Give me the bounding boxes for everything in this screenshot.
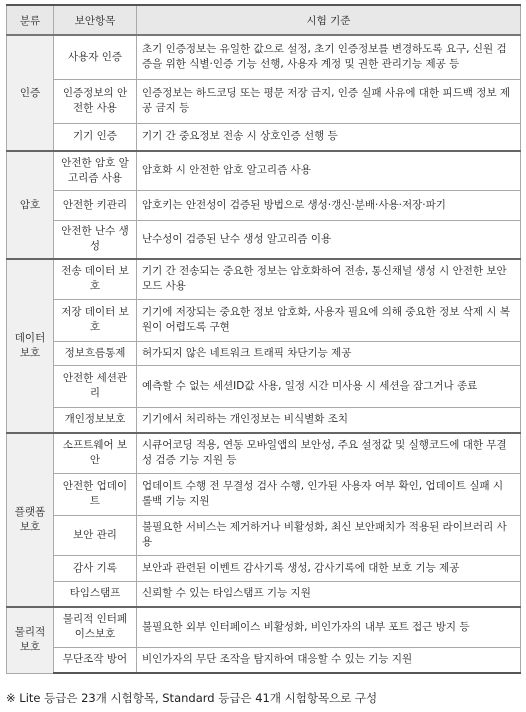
table-body [7,35,521,673]
criteria-cell: 업데이트 수행 전 무결성 검사 수행, 인가된 사용자 여부 확인, 업데이트 실패 시 롤백 기능 지원 [137,473,521,515]
criteria-cell: 불필요한 서비스는 제거하거나 비활성화, 최신 보안패치가 적용된 라이브러리 사용 [137,515,521,555]
item-cell: 무단조작 방어 [54,647,137,673]
criteria-cell: 불필요한 외부 인터페이스 비활성화, 비인가자의 내부 포트 접근 방지 등 [137,607,521,647]
table-row [7,433,521,473]
criteria-cell: 기기 간 중요정보 전송 시 상호인증 선행 등 [137,123,521,151]
item-cell: 기기 인증 [54,123,137,151]
criteria-cell: 기기에 저장되는 중요한 정보 암호화, 사용자 필요에 의해 중요한 정보 삭제 시 복원이 어렵도록 구현 [137,299,521,341]
table-row [7,259,521,299]
criteria-cell: 신뢰할 수 있는 타임스탬프 기능 지원 [137,581,521,607]
criteria-cell: 암호키는 안전성이 검증된 방법으로 생성·갱신·분배·사용·저장·파기 [137,190,521,220]
header-criteria: 시험 기준 [137,5,521,35]
category-cell: 암호 [7,151,54,259]
table-row [7,555,521,581]
table-row [7,190,521,220]
header-item: 보안항목 [54,5,137,35]
item-cell: 보안 관리 [54,515,137,555]
category-cell: 물리적 보호 [7,607,54,673]
criteria-cell: 인증정보는 하드코딩 또는 평문 저장 금지, 인증 실패 사유에 대한 피드백 정보 제공 금지 등 [137,79,521,123]
item-cell: 사용자 인증 [54,35,137,79]
item-cell: 타임스탬프 [54,581,137,607]
criteria-cell: 초기 인증정보는 유일한 값으로 설정, 초기 인증정보를 변경하도록 요구, 신원 검증을 위한 식별·인증 기능 선행, 사용자 계정 및 권한 관리기능 제공 등 [137,35,521,79]
criteria-cell: 예측할 수 없는 세션ID값 사용, 일정 시간 미사용 시 세션을 잠그거나 종료 [137,365,521,407]
table-row [7,220,521,259]
item-cell: 안전한 세션관리 [54,365,137,407]
table-row [7,473,521,515]
header-row [7,5,521,35]
item-cell: 전송 데이터 보호 [54,259,137,299]
table-row [7,151,521,190]
table-row [7,341,521,365]
criteria-cell: 시큐어코딩 적용, 연동 모바일앱의 보안성, 주요 설정값 및 실행코드에 대한 무결성 검증 기능 지원 등 [137,433,521,473]
item-cell: 안전한 난수 생성 [54,220,137,259]
table-row [7,123,521,151]
table-row [7,365,521,407]
item-cell: 안전한 암호 알고리즘 사용 [54,151,137,190]
table-row [7,581,521,607]
item-cell: 감사 기록 [54,555,137,581]
item-cell: 인증정보의 안전한 사용 [54,79,137,123]
security-criteria-table [6,4,521,674]
item-cell: 소프트웨어 보안 [54,433,137,473]
category-cell: 데이터 보호 [7,259,54,433]
item-cell: 정보흐름통제 [54,341,137,365]
criteria-cell: 기기에서 처리하는 개인정보는 비식별화 조치 [137,407,521,433]
criteria-cell: 허가되지 않은 네트워크 트래픽 차단기능 제공 [137,341,521,365]
table-row [7,79,521,123]
table-row [7,299,521,341]
table-row [7,35,521,79]
category-cell: 플랫폼 보호 [7,433,54,607]
header-category: 분류 [7,5,54,35]
table-row [7,515,521,555]
table-row [7,407,521,433]
criteria-cell: 기기 간 전송되는 중요한 정보는 암호화하여 전송, 통신채널 생성 시 안전한 보안모드 사용 [137,259,521,299]
item-cell: 물리적 인터페이스보호 [54,607,137,647]
criteria-cell: 난수성이 검증된 난수 생성 알고리즘 이용 [137,220,521,259]
item-cell: 개인정보보호 [54,407,137,433]
table-row [7,607,521,647]
item-cell: 안전한 업데이트 [54,473,137,515]
footnote: ※ Lite 등급은 23개 시험항목, Standard 등급은 41개 시험항목으로 구성 [6,691,378,705]
criteria-cell: 암호화 시 안전한 암호 알고리즘 사용 [137,151,521,190]
criteria-cell: 보안과 관련된 이벤트 감사기록 생성, 감사기록에 대한 보호 기능 제공 [137,555,521,581]
criteria-cell: 비인가자의 무단 조작을 탐지하여 대응할 수 있는 기능 지원 [137,647,521,673]
item-cell: 안전한 키관리 [54,190,137,220]
item-cell: 저장 데이터 보호 [54,299,137,341]
security-criteria-table-wrapper [6,4,520,674]
table-row [7,647,521,673]
category-cell: 인증 [7,35,54,151]
